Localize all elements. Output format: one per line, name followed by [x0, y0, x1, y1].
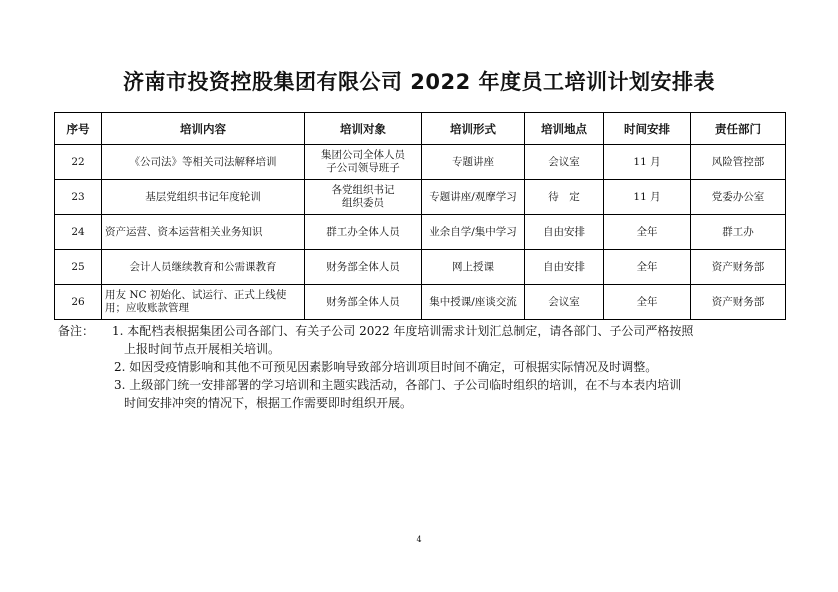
table-row — [55, 145, 786, 180]
note-continuation: 上报时间节点开展相关培训。 — [124, 342, 281, 356]
cell-format: 专题讲座/观摩学习 — [422, 180, 525, 215]
cell-format: 专题讲座 — [422, 145, 525, 180]
header-content: 培训内容 — [102, 113, 305, 145]
header-department: 责任部门 — [691, 113, 786, 145]
cell-audience: 财务部全体人员 — [305, 285, 422, 320]
header-seq: 序号 — [55, 113, 102, 145]
cell-department: 风险管控部 — [691, 145, 786, 180]
header-format: 培训形式 — [422, 113, 525, 145]
cell-department: 资产财务部 — [691, 250, 786, 285]
header-schedule: 时间安排 — [604, 113, 691, 145]
cell-format: 网上授课 — [422, 250, 525, 285]
cell-seq: 24 — [55, 215, 102, 250]
cell-audience: 各党组织书记 组织委员 — [305, 180, 422, 215]
training-plan-table — [54, 112, 786, 320]
notes-section — [58, 322, 778, 412]
table-row — [55, 180, 786, 215]
cell-content: 用友 NC 初始化、试运行、正式上线使用；应收账款管理 — [102, 285, 305, 320]
cell-seq: 23 — [55, 180, 102, 215]
cell-schedule: 全年 — [604, 285, 691, 320]
cell-schedule: 11 月 — [604, 145, 691, 180]
cell-seq: 26 — [55, 285, 102, 320]
note-item-1 — [58, 322, 778, 340]
cell-department: 资产财务部 — [691, 285, 786, 320]
document-title: 济南市投资控股集团有限公司 2022 年度员工培训计划安排表 — [122, 70, 716, 94]
note-item-3: 3. 上级部门统一安排部署的学习培训和主题实践活动，各部门、子公司临时组织的培训，在不与本表内培训 — [114, 378, 682, 392]
cell-schedule: 全年 — [604, 250, 691, 285]
cell-location: 自由安排 — [525, 215, 604, 250]
cell-department: 党委办公室 — [691, 180, 786, 215]
cell-location: 自由安排 — [525, 250, 604, 285]
cell-content: 《公司法》等相关司法解释培训 — [102, 145, 305, 180]
note-continuation: 时间安排冲突的情况下，根据工作需要即时组织开展。 — [124, 396, 413, 410]
cell-seq: 25 — [55, 250, 102, 285]
cell-format: 集中授课/座谈交流 — [422, 285, 525, 320]
notes-prefix: 备注： — [58, 324, 95, 338]
header-audience: 培训对象 — [305, 113, 422, 145]
header-location: 培训地点 — [525, 113, 604, 145]
cell-department: 群工办 — [691, 215, 786, 250]
cell-location: 待 定 — [525, 180, 604, 215]
table-row — [55, 285, 786, 320]
note-text: 1. 本配档表根据集团公司各部门、有关子公司 2022 年度培训需求计划汇总制定，请各部门、子公司严格按照 — [112, 324, 694, 338]
cell-schedule: 全年 — [604, 215, 691, 250]
table-row — [55, 250, 786, 285]
cell-audience: 群工办全体人员 — [305, 215, 422, 250]
cell-content: 基层党组织书记年度轮训 — [102, 180, 305, 215]
cell-seq: 22 — [55, 145, 102, 180]
table-row — [55, 215, 786, 250]
cell-schedule: 11 月 — [604, 180, 691, 215]
cell-content: 资产运营、资本运营相关业务知识 — [102, 215, 305, 250]
cell-location: 会议室 — [525, 145, 604, 180]
table-header-row — [55, 113, 786, 145]
cell-audience: 财务部全体人员 — [305, 250, 422, 285]
page-number: 4 — [416, 535, 422, 544]
cell-audience: 集团公司全体人员 子公司领导班子 — [305, 145, 422, 180]
note-item-2: 2. 如因受疫情影响和其他不可预见因素影响导致部分培训项目时间不确定，可根据实际情况及时调整。 — [114, 360, 658, 374]
cell-format: 业余自学/集中学习 — [422, 215, 525, 250]
cell-content: 会计人员继续教育和公需课教育 — [102, 250, 305, 285]
cell-location: 会议室 — [525, 285, 604, 320]
